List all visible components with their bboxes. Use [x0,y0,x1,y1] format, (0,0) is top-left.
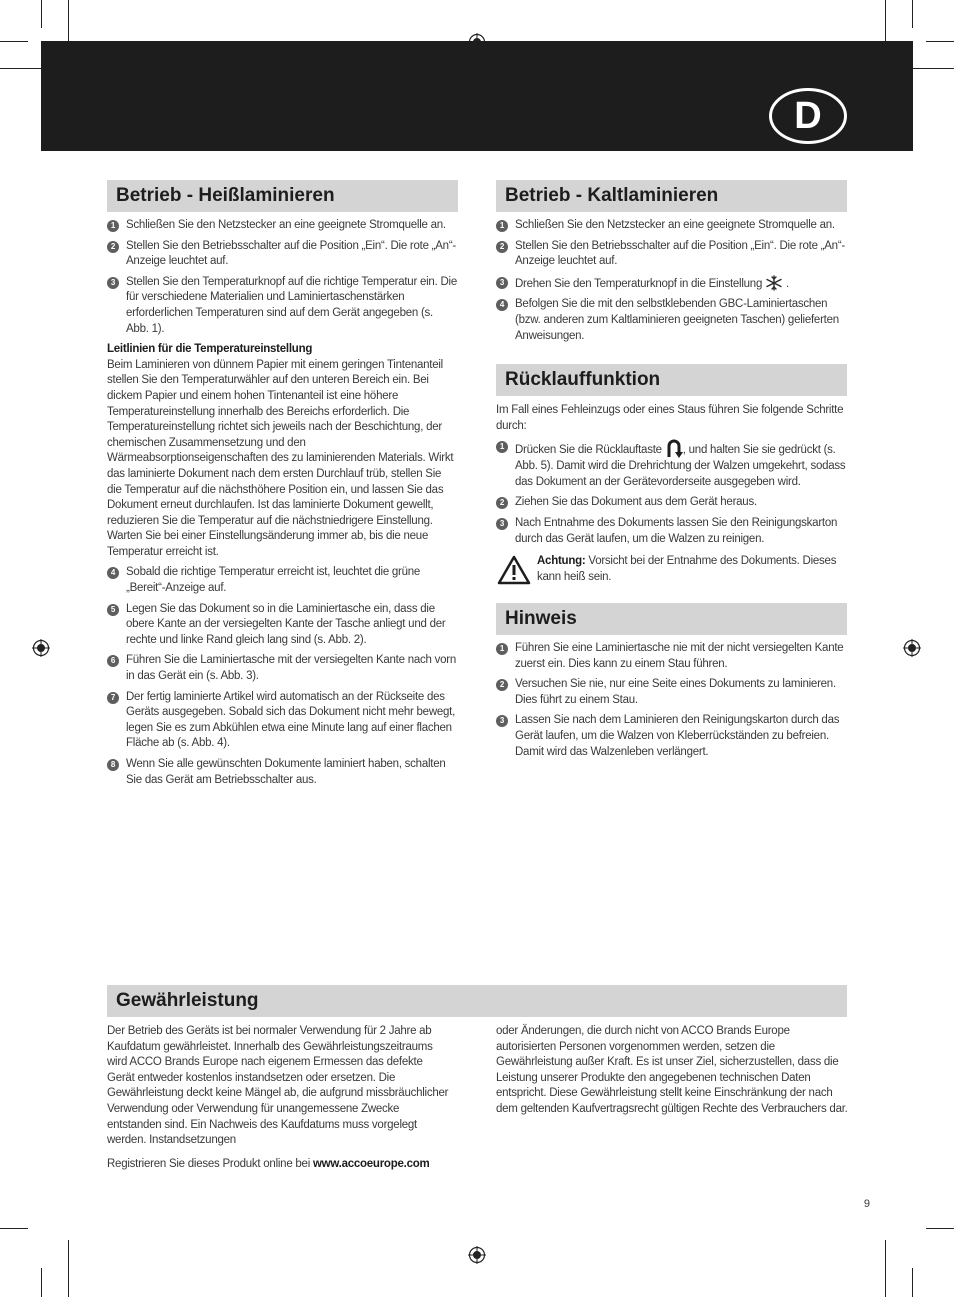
list-item [107,239,457,270]
warning-triangle-icon [497,555,531,585]
crop-mark [41,0,42,28]
step-number: 7 [107,692,119,704]
step-number: 3 [496,518,508,530]
list-item [107,757,457,788]
step-text: Ziehen Sie das Dokument aus dem Gerät heraus. [515,496,757,509]
language-badge: D [769,88,847,144]
list-item [107,565,457,596]
page-number: 9 [863,1198,870,1210]
step-text: Lassen Sie nach dem Laminieren den Reinigungskarton durch das Gerät laufen, um die Walzen von Kleberrückständen zu befreien. Damit wird das Walzenleben verlängert. [515,714,840,758]
step-text-suffix: , und halten Sie sie gedrückt (s. Abb. 5). Damit wird die Drehrichtung der Walzen umgekehrt, sodass das Dokument an der Gerätevorderseite ausgegeben wird. [515,444,846,488]
crop-mark [0,1228,28,1229]
list-item [496,218,846,234]
cold-laminating-content [496,218,846,349]
list-item [496,297,846,344]
snowflake-icon [765,275,783,291]
step-text: Sobald die richtige Temperatur erreicht ist, leuchtet die grüne „Bereit“-Anzeige auf. [126,566,421,595]
step-text: Befolgen Sie die mit den selbstklebenden GBC-Laminiertaschen (bzw. anderen zum Kaltlaminieren geeigneten Taschen) gelieferten Anweisungen. [515,298,839,342]
list-item [496,641,846,672]
crop-mark [912,0,913,28]
section-title-reverse-function: Rücklauffunktion [496,364,847,396]
step-text: Führen Sie eine Laminiertasche nie mit der nicht versiegelten Kante zuerst ein. Dies kann zu einem Stau führen. [515,642,844,670]
step-number: 1 [496,643,508,655]
list-item [496,275,846,293]
warranty-left-column [107,1024,452,1172]
step-text: Stellen Sie den Betriebsschalter auf die Position „Ein“. Die rote „An“-Anzeige leuchtet auf. [126,239,456,268]
note-content [496,641,846,765]
registration-mark-icon [468,1246,486,1264]
list-item [496,516,846,547]
section-title-hot-laminating: Betrieb - Heißlaminieren [107,180,458,212]
warranty-right-column [496,1024,848,1123]
warning-box [496,554,846,585]
step-number: 4 [496,299,508,311]
list-item [496,677,846,708]
section-title-cold-laminating: Betrieb - Kaltlaminieren [496,180,847,212]
step-text: Der fertig laminierte Artikel wird automatisch an der Rückseite des Geräts ausgegeben. Sobald sich das Dokument nicht mehr bewegt, legen Sie es zum Abkühlen etwa eine Minute lang auf einer flachen Fläche ab (s. Abb. 4). [126,690,456,750]
note-steps-list [496,641,846,760]
list-item [107,218,457,234]
list-item [496,713,846,760]
step-number: 2 [496,679,508,691]
step-text-suffix: . [786,277,789,290]
register-line [107,1157,452,1173]
list-item [107,690,457,752]
step-text: Schließen Sie den Netzstecker an eine geeignete Stromquelle an. [126,219,446,231]
hot-steps-list [107,565,457,788]
crop-mark [926,1228,954,1229]
step-number: 2 [496,497,508,509]
hot-laminating-content [107,218,457,793]
step-number: 8 [107,759,119,771]
list-item [496,495,846,511]
step-number: 1 [107,220,119,232]
register-link[interactable]: www.accoeurope.com [312,1157,430,1170]
section-title-note: Hinweis [496,603,847,635]
warning-label: Achtung: [537,555,586,568]
step-number: 5 [107,604,119,616]
step-number: 4 [107,567,119,579]
hot-steps-list [107,218,457,337]
crop-mark [68,1240,69,1297]
warranty-text-left: Der Betrieb des Geräts ist bei normaler Verwendung für 2 Jahre ab Kaufdatum gewährleistet. Innerhalb des Gewährleistungszeitraums wird ACCO Brands Europe nach eigenem Ermessen das defekte Gerät entweder kostenlos instandsetzen oder ersetzen. Die Gewährleistung deckt keine Mängel ab, die aufgrund missbräuchlicher Verwendung oder Verwendung für unangemessene Zwecke entstanden sind. Ein Nachweis des Kaufdatums muss vorgelegt werden. Instandsetzungen [107,1025,449,1147]
temperature-guide-text: Beim Laminieren von dünnem Papier mit einem geringen Tintenanteil stellen Sie den Temperaturwähler auf den unteren Bereich ein. Bei dickem Papier und einem hohen Tintenanteil ist eine höhere Temperatureinstellung innerhalb des Bereichs erforderlich. Die Temperatureinstellung richtet sich jeweils nach der Beschichtung, der chemischen Zusammensetzung und den Wärmeabsorptionseigenschaften des zu laminierenden Materials. Wirkt das laminierte Dokument nach dem ersten Durchlauf trüb, stellen Sie die Temperatur auf die nächsthöhere Position ein, und lassen Sie das Dokument erneut durchlaufen. Ist das laminierte Dokument gewellt, reduzieren Sie die Temperatur auf die nächstniedrigere Einstellung. Warten Sie bei einer Einstellungsänderung immer ab, bis die neue Temperatur erreicht ist. [107,358,454,558]
list-item [496,239,846,270]
step-number: 2 [496,241,508,253]
step-number: 3 [107,277,119,289]
list-item [107,602,457,649]
step-number: 1 [496,220,508,232]
step-number: 3 [496,277,508,289]
crop-mark [912,1268,913,1297]
reverse-arrow-icon [665,439,683,459]
step-number: 2 [107,241,119,253]
section-title-warranty: Gewährleistung [107,985,847,1017]
list-item [107,275,457,337]
registration-mark-icon [903,639,921,657]
reverse-intro: Im Fall eines Fehleinzugs oder eines Staus führen Sie folgende Schritte durch: [496,404,844,432]
crop-mark [0,41,28,42]
step-text: Drücken Sie die Rücklauftaste [515,444,662,457]
crop-mark [926,41,954,42]
crop-mark [885,1240,886,1297]
step-number: 1 [496,441,508,453]
registration-mark-icon [32,639,50,657]
step-text: Drehen Sie den Temperaturknopf in die Einstellung [515,277,763,290]
crop-mark [41,1268,42,1297]
step-text: Stellen Sie den Temperaturknopf auf die richtige Temperatur ein. Die für verschiedene Materialien und Laminiertaschenstärken erforderlichen Temperaturen sind auf dem Gerät angegeben (s. Abb. 1). [126,275,457,335]
step-number: 6 [107,655,119,667]
step-text: Legen Sie das Dokument so in die Laminiertasche ein, dass die obere Kante an der versiegelten Kante der Tasche anliegt und der rechte und linke Rand gleich lang sind (s. Abb. 2). [126,602,446,646]
warning-text: Vorsicht bei der Entnahme des Dokuments. Dieses kann heiß sein. [537,555,837,583]
step-text: Führen Sie die Laminiertasche mit der versiegelten Kante nach vorn in das Gerät ein (s. Abb. 3). [126,654,456,683]
step-text: Schließen Sie den Netzstecker an eine geeignete Stromquelle an. [515,219,835,231]
list-item [107,653,457,684]
list-item [496,439,846,490]
step-text: Wenn Sie alle gewünschten Dokumente laminiert haben, schalten Sie das Gerät am Betriebsschalter aus. [126,758,446,786]
step-text: Versuchen Sie nie, nur eine Seite eines Dokuments zu laminieren. Dies führt zu einem Stau. [515,678,836,706]
temperature-guide-title: Leitlinien für die Temperatureinstellung [107,343,313,356]
step-text: Stellen Sie den Betriebsschalter auf die Position „Ein“. Die rote „An“-Anzeige leuchtet auf. [515,239,845,268]
register-text: Registrieren Sie dieses Produkt online bei [107,1157,311,1170]
warranty-text-right: oder Änderungen, die durch nicht von ACCO Brands Europe autorisierten Personen vorgenommen werden, setzen die Gewährleistung außer Kraft. Es ist unser Ziel, sicherzustellen, dass die Leistung unserer Produkte den angegebenen technischen Daten entspricht. Diese Gewährleistung stellt keine Einschränkung der nach dem geltenden Kaufvertragsrecht gültigen Rechte des Verbrauchers dar. [496,1025,848,1115]
step-text: Nach Entnahme des Dokuments lassen Sie den Reinigungskarton durch das Gerät laufen, um die Walzen zu reinigen. [515,516,838,545]
reverse-function-content [496,403,846,585]
step-number: 3 [496,715,508,727]
